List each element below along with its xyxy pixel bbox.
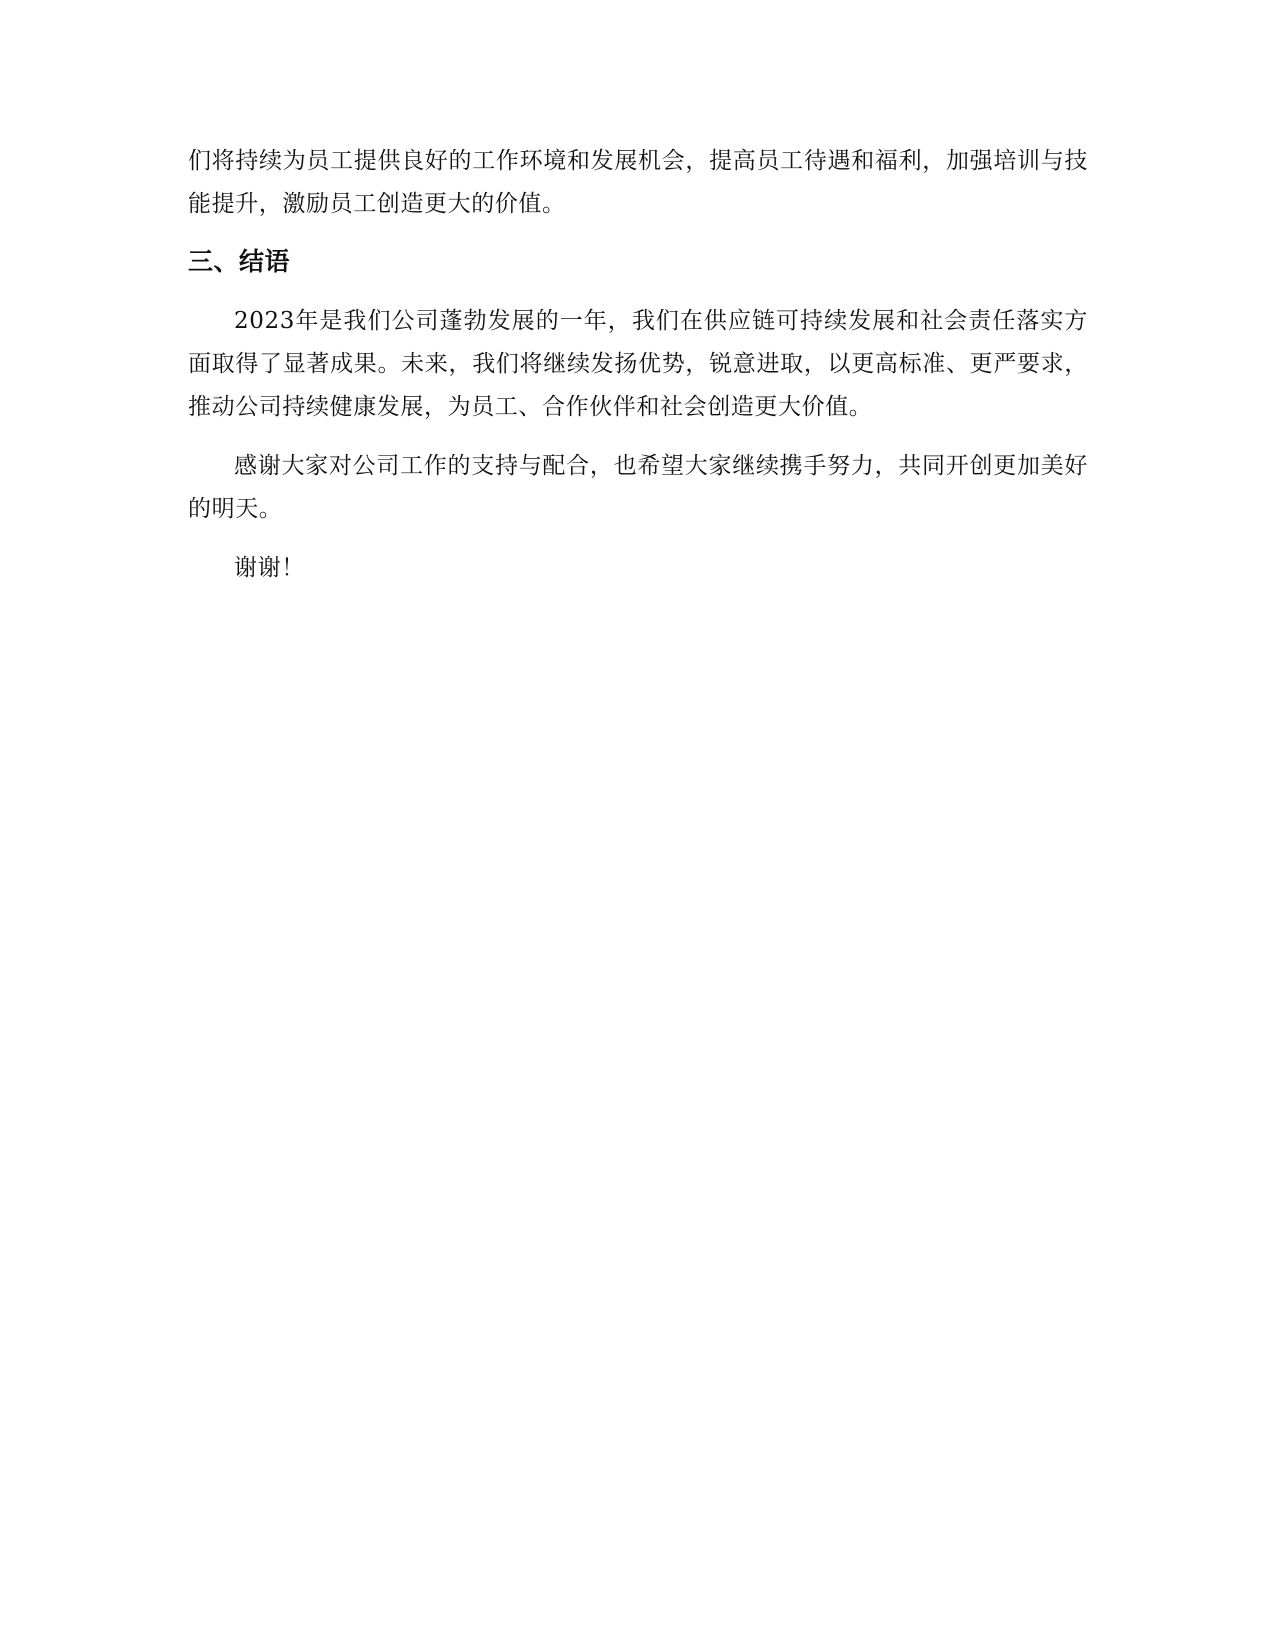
body-paragraph-1: 2023年是我们公司蓬勃发展的一年，我们在供应链可持续发展和社会责任落实方面取得了显著成果。未来，我们将继续发扬优势，锐意进取，以更高标准、更严要求，推动公司持续健康发展，为员工、合作伙伴和社会创造更大价值。 bbox=[188, 308, 1088, 420]
continued-paragraph: 们将持续为员工提供良好的工作环境和发展机会，提高员工待遇和福利，加强培训与技能提升，激励员工创造更大的价值。 bbox=[188, 148, 1088, 217]
closing-thanks: 谢谢！ bbox=[234, 555, 305, 581]
body-paragraph-2: 感谢大家对公司工作的支持与配合，也希望大家继续携手努力，共同开创更加美好的明天。 bbox=[188, 453, 1088, 522]
page-content bbox=[188, 140, 1088, 590]
section-heading: 三、结语 bbox=[188, 247, 291, 276]
